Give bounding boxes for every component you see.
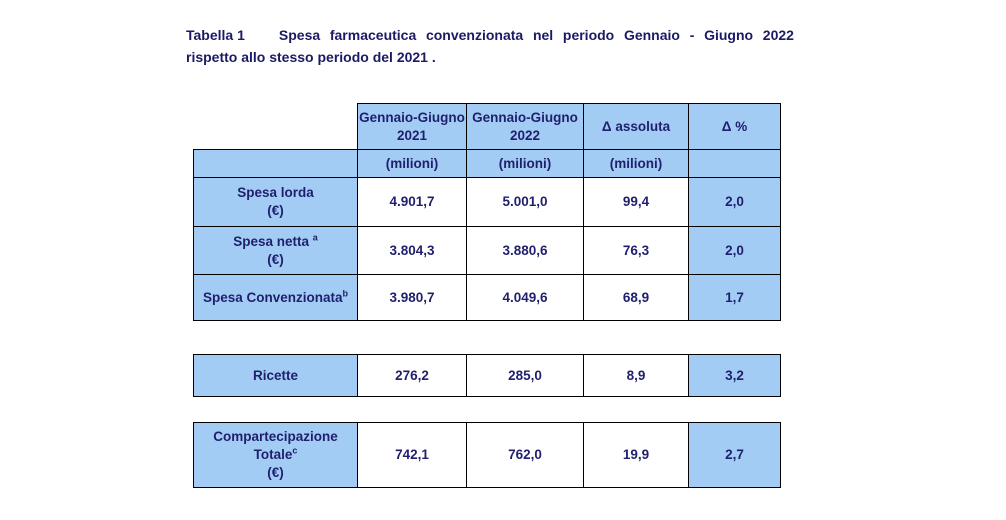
spesa-netta-sup: a — [312, 232, 318, 242]
spesa-conv-pct: 1,7 — [688, 274, 781, 321]
spesa-lorda-2022: 5.001,0 — [466, 177, 584, 227]
row-label-ricette — [193, 354, 358, 397]
comp-label-line2: Totale — [253, 447, 293, 462]
units-delta-abs — [583, 149, 689, 178]
spesa-netta-abs: 76,3 — [583, 226, 689, 275]
row-label-spesa-lorda — [193, 177, 358, 227]
caption-label: Tabella 1 — [186, 27, 245, 43]
header-delta-abs — [583, 103, 689, 150]
comp-label-line1: Compartecipazione — [213, 429, 338, 444]
caption-word: - — [689, 27, 695, 43]
spesa-conv-sup: b — [342, 288, 349, 298]
units-2021-text: (milioni) — [385, 155, 439, 171]
comp-unit: (€) — [267, 465, 284, 480]
comp-sup: c — [292, 445, 298, 456]
caption-word: periodo — [562, 27, 615, 43]
spesa-conv-2021: 3.980,7 — [357, 274, 467, 321]
spesa-netta-label: Spesa netta — [233, 233, 309, 249]
header-2022 — [466, 103, 584, 150]
units-delta-abs-text: (milioni) — [609, 155, 663, 171]
row-label-spesa-netta — [193, 226, 358, 275]
ricette-pct: 3,2 — [688, 354, 781, 397]
spesa-netta-2021: 3.804,3 — [357, 226, 467, 275]
ricette-label: Ricette — [252, 367, 298, 383]
caption-word: Gennaio — [623, 27, 680, 43]
caption-word: convenzionata — [425, 27, 524, 43]
table-caption — [186, 24, 794, 68]
units-2021 — [357, 149, 467, 178]
spesa-netta-pct: 2,0 — [688, 226, 781, 275]
spesa-conv-abs: 68,9 — [583, 274, 689, 321]
comp-pct: 2,7 — [688, 422, 781, 488]
ricette-2022: 285,0 — [466, 354, 584, 397]
header-2022-line1: Gennaio-Giugno — [472, 109, 578, 125]
units-delta-pct — [688, 149, 781, 178]
header-2021-line1: Gennaio-Giugno — [359, 109, 465, 125]
spesa-lorda-2021: 4.901,7 — [357, 177, 467, 227]
caption-word: farmaceutica — [329, 27, 417, 43]
ricette-abs: 8,9 — [583, 354, 689, 397]
row-label-spesa-convenzionata — [193, 274, 358, 321]
caption-word: nel — [532, 27, 554, 43]
caption-word: Spesa — [278, 27, 321, 43]
header-2022-line2: 2022 — [509, 127, 541, 143]
units-2022-text: (milioni) — [498, 155, 552, 171]
header-2021-line2: 2021 — [396, 127, 428, 143]
comp-2021: 742,1 — [357, 422, 467, 488]
comp-abs: 19,9 — [583, 422, 689, 488]
spesa-lorda-abs: 99,4 — [583, 177, 689, 227]
spesa-netta-2022: 3.880,6 — [466, 226, 584, 275]
row-label-compartecipazione — [193, 422, 358, 488]
comp-2022: 762,0 — [466, 422, 584, 488]
spesa-lorda-label: Spesa lorda — [237, 185, 314, 200]
spesa-conv-label: Spesa Convenzionata — [202, 289, 343, 305]
spesa-lorda-unit: (€) — [267, 203, 284, 218]
units-2022 — [466, 149, 584, 178]
header-delta-pct-text: Δ % — [721, 118, 748, 134]
spesa-lorda-pct: 2,0 — [688, 177, 781, 227]
caption-word: Giugno — [704, 27, 754, 43]
caption-word: 2022 — [762, 27, 794, 43]
units-label-empty — [193, 149, 358, 178]
spesa-conv-2022: 4.049,6 — [466, 274, 584, 321]
spesa-netta-unit: (€) — [267, 251, 284, 267]
ricette-2021: 276,2 — [357, 354, 467, 397]
caption-title-line2: rispetto allo stesso periodo del 2021 . — [186, 49, 436, 65]
header-delta-pct — [688, 103, 781, 150]
header-2021 — [357, 103, 467, 150]
header-delta-abs-text: Δ assoluta — [601, 118, 671, 134]
caption-title-line1 — [279, 24, 794, 46]
